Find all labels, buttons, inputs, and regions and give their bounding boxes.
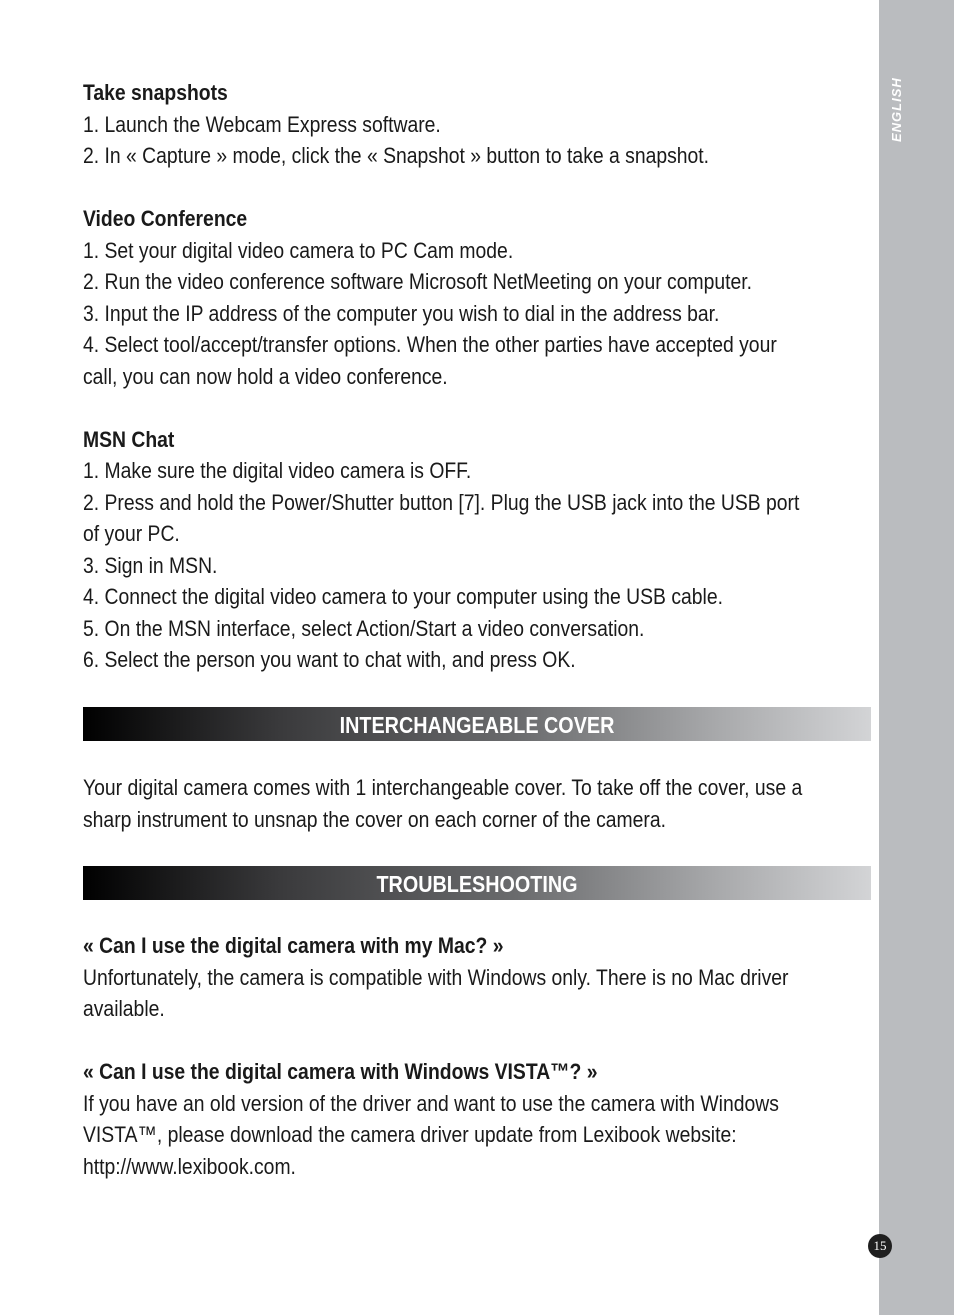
msn-chat-step: 1. Make sure the digital video camera is OFF.	[83, 458, 472, 483]
msn-chat-step: 2. Press and hold the Power/Shutter button [7]. Plug the USB jack into the USB port	[83, 489, 800, 515]
msn-chat-step: of your PC.	[83, 521, 180, 546]
video-conference-heading: Video Conference	[83, 206, 248, 231]
msn-chat-heading: MSN Chat	[83, 426, 175, 452]
video-conference-step: 1. Set your digital video camera to PC Cam mode.	[83, 237, 514, 263]
interchangeable-cover-header	[83, 707, 871, 741]
video-conference-step: call, you can now hold a video conference.	[83, 363, 448, 389]
video-conference-step: 3. Input the IP address of the computer you wish to dial in the address bar.	[83, 300, 720, 326]
answer-line: VISTA™, please download the camera driver update from Lexibook website:	[83, 1122, 737, 1147]
snapshots-step: 2. In « Capture » mode, click the « Snapshot » button to take a snapshot.	[83, 143, 710, 168]
instructions-block	[83, 77, 800, 676]
cover-text-line: sharp instrument to unsnap the cover on each corner of the camera.	[83, 806, 666, 832]
msn-chat-step: 5. On the MSN interface, select Action/Start a video conversation.	[83, 615, 645, 641]
msn-chat-step: 6. Select the person you want to chat with, and press OK.	[83, 647, 576, 672]
website-link[interactable]: http://www.lexibook.com.	[83, 1153, 296, 1179]
cover-text-line: Your digital camera comes with 1 interchangeable cover. To take off the cover, use a	[83, 775, 803, 800]
interchangeable-cover-title: INTERCHANGEABLE COVER	[339, 712, 615, 738]
question-mac: « Can I use the digital camera with my Mac? »	[83, 933, 504, 958]
cover-text-block	[83, 772, 803, 835]
video-conference-step: 2. Run the video conference software Microsoft NetMeeting on your computer.	[83, 269, 752, 294]
msn-chat-step: 4. Connect the digital video camera to your computer using the USB cable.	[83, 584, 723, 609]
troubleshooting-header	[83, 866, 871, 900]
answer-line: Unfortunately, the camera is compatible with Windows only. There is no Mac driver	[83, 964, 789, 990]
language-label: ENGLISH	[889, 77, 904, 142]
snapshots-step: 1. Launch the Webcam Express software.	[83, 111, 441, 137]
msn-chat-step: 3. Sign in MSN.	[83, 552, 218, 578]
page-number: 15	[868, 1234, 892, 1258]
troubleshooting-title: TROUBLESHOOTING	[376, 871, 578, 897]
troubleshooting-block	[83, 930, 789, 1182]
question-vista: « Can I use the digital camera with Windows VISTA™? »	[83, 1059, 598, 1084]
sidebar-strip	[879, 0, 954, 1315]
snapshots-heading: Take snapshots	[83, 80, 228, 105]
video-conference-step: 4. Select tool/accept/transfer options. When the other parties have accepted your	[83, 332, 777, 357]
answer-line: available.	[83, 996, 165, 1021]
answer-line: If you have an old version of the driver and want to use the camera with Windows	[83, 1090, 779, 1116]
